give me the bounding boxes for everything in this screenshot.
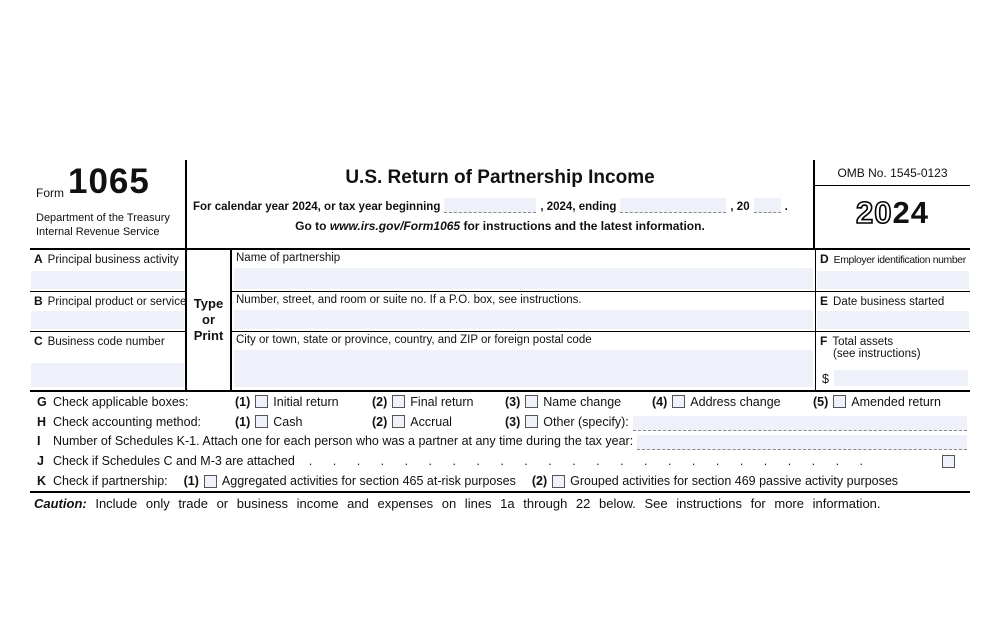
field-c (30, 331, 185, 389)
form-header (30, 160, 970, 248)
goto-line (187, 213, 813, 233)
option-2-number: (2) (372, 394, 388, 409)
street-label: Number, street, and room or suite no. If a P.O. box, see instructions. (236, 294, 582, 306)
method-1-number: (1) (235, 414, 251, 429)
amended-return-label: Amended return (851, 394, 941, 409)
final-return-label: Final return (410, 394, 474, 409)
initial-return-checkbox[interactable] (255, 395, 268, 408)
omb-number: OMB No. 1545-0123 (815, 160, 970, 186)
option-amended-return (813, 392, 941, 412)
business-code-number-input[interactable] (31, 363, 184, 387)
total-assets-input[interactable] (834, 370, 968, 386)
line-g-letter: G (37, 394, 47, 409)
form-title: U.S. Return of Partnership Income (345, 167, 655, 188)
cash-label: Cash (273, 414, 303, 429)
address-change-checkbox[interactable] (672, 395, 685, 408)
field-e (816, 291, 970, 331)
line-j-letter: J (37, 454, 44, 469)
principal-product-service-input[interactable] (31, 311, 184, 329)
goto-suffix: for instructions and the latest information. (463, 219, 705, 233)
aggregated-activities-label: Aggregated activities for section 465 at-risk purposes (221, 474, 516, 489)
ein-input[interactable] (817, 271, 969, 289)
tax-year-badge (815, 186, 970, 231)
field-b-label: Principal product or service (47, 296, 187, 308)
other-specify-input[interactable] (633, 416, 967, 431)
left-column (30, 250, 185, 390)
date-business-started-input[interactable] (817, 311, 969, 329)
final-return-checkbox[interactable] (392, 395, 405, 408)
field-d-letter: D (820, 252, 829, 266)
option-final-return (372, 392, 474, 412)
goto-prefix: Go to (295, 219, 327, 233)
method-3-number: (3) (505, 414, 521, 429)
line-h-letter: H (37, 414, 47, 429)
year-outline-digits: 20 (856, 195, 893, 230)
caution-text: Include only trade or business income and expenses on lines 1a through 22 below. See instructions for more information. (86, 495, 881, 511)
omb-year-block (815, 160, 970, 248)
name-change-checkbox[interactable] (525, 395, 538, 408)
form-word: Form (36, 186, 64, 200)
agency-block (36, 212, 170, 239)
form-1065 (30, 160, 970, 511)
schedules-k1-count-input[interactable] (637, 435, 967, 450)
calendar-prefix: For calendar year 2024, or tax year beginning (193, 201, 441, 213)
line-j-label: Check if Schedules C and M-3 are attached (53, 454, 295, 469)
dollar-sign: $ (822, 372, 829, 386)
tax-year-ending-input[interactable] (620, 198, 726, 213)
other-specify-label: Other (specify): (543, 414, 629, 429)
street-address-input[interactable] (234, 310, 813, 329)
form-number: 1065 (68, 162, 150, 201)
agency-line-1: Department of the Treasury (36, 212, 170, 224)
partnership-1-number: (1) (183, 474, 199, 489)
option-accrual (372, 412, 452, 432)
aggregated-activities-checkbox[interactable] (204, 475, 217, 488)
agency-line-2: Internal Revenue Service (36, 225, 160, 238)
option-aggregated-465 (184, 474, 516, 488)
city-state-zip-input[interactable] (234, 350, 813, 387)
name-of-partnership-label: Name of partnership (236, 252, 341, 264)
year-bold-digits: 24 (892, 195, 929, 230)
accrual-label: Accrual (410, 414, 452, 429)
form-identity-block (30, 160, 185, 248)
line-j (30, 451, 970, 471)
entity-info-table (30, 248, 970, 392)
accrual-checkbox[interactable] (392, 415, 405, 428)
schedules-c-m3-checkbox[interactable] (942, 455, 955, 468)
irs-url: www.irs.gov/Form1065 (329, 219, 461, 233)
city-label: City or town, state or province, country, and ZIP or foreign postal code (236, 334, 592, 346)
option-cash (235, 412, 302, 432)
field-b-letter: B (34, 294, 43, 308)
name-change-label: Name change (543, 394, 622, 409)
option-4-number: (4) (652, 394, 668, 409)
name-of-partnership-input[interactable] (234, 268, 813, 289)
field-c-letter: C (34, 334, 43, 348)
line-h (30, 412, 970, 432)
field-a-label: Principal business activity (47, 254, 179, 266)
line-k-label: Check if partnership: (53, 474, 168, 489)
calendar-year20: , 20 (730, 201, 750, 213)
option-5-number: (5) (813, 394, 829, 409)
tax-year-beginning-input[interactable] (444, 198, 536, 213)
calendar-year-line (187, 189, 813, 213)
line-k-letter: K (37, 474, 47, 489)
or-word: or (202, 312, 215, 327)
field-street (232, 291, 815, 331)
line-i-label: Number of Schedules K-1. Attach one for each person who was a partner at any time during the tax year: (53, 434, 634, 449)
field-name (232, 250, 815, 291)
other-method-checkbox[interactable] (525, 415, 538, 428)
line-k (30, 471, 970, 491)
dot-leader: . . . . . . . . . . . . . . . . . . . . . . . . (308, 454, 864, 469)
field-b (30, 291, 185, 331)
line-g (30, 392, 970, 412)
checkbox-lines-section (30, 392, 970, 493)
calendar-period: . (784, 201, 788, 213)
print-word: Print (193, 328, 224, 343)
option-grouped-469 (532, 474, 898, 488)
type-or-print-label (185, 250, 232, 390)
option-other-specify (505, 412, 967, 432)
option-3-number: (3) (505, 394, 521, 409)
field-f-label: Total assets (832, 336, 894, 348)
initial-return-label: Initial return (273, 394, 339, 409)
field-d-label: Employer identification number (833, 255, 966, 266)
field-c-label: Business code number (47, 336, 165, 348)
amended-return-checkbox[interactable] (833, 395, 846, 408)
right-column (815, 250, 970, 390)
middle-column (232, 250, 815, 390)
header-center-block (185, 160, 815, 248)
field-d (816, 250, 970, 291)
address-change-label: Address change (690, 394, 781, 409)
option-initial-return (235, 392, 339, 412)
option-address-change (652, 392, 781, 412)
line-i-letter: I (37, 434, 41, 449)
field-city (232, 331, 815, 389)
calendar-mid: , 2024, ending (540, 201, 617, 213)
caution-line-clipped (30, 495, 970, 511)
caution-word: Caution: (34, 495, 87, 511)
method-2-number: (2) (372, 414, 388, 429)
field-f-label2: (see instructions) (833, 348, 921, 360)
grouped-activities-label: Grouped activities for section 469 passive activity purposes (570, 474, 899, 489)
principal-business-activity-input[interactable] (31, 271, 184, 289)
line-h-label: Check accounting method: (53, 414, 202, 429)
field-a-letter: A (34, 252, 43, 266)
type-word: Type (193, 296, 224, 311)
field-f (816, 331, 970, 389)
cash-checkbox[interactable] (255, 415, 268, 428)
tax-year-yy-input[interactable] (754, 198, 781, 213)
field-f-letter: F (820, 334, 828, 348)
line-i (30, 432, 970, 452)
option-name-change (505, 392, 621, 412)
partnership-2-number: (2) (531, 474, 548, 489)
grouped-activities-checkbox[interactable] (552, 475, 565, 488)
option-1-number: (1) (235, 394, 251, 409)
line-g-label: Check applicable boxes: (53, 394, 189, 409)
field-e-label: Date business started (833, 296, 945, 308)
field-e-letter: E (820, 294, 829, 308)
field-a (30, 250, 185, 291)
